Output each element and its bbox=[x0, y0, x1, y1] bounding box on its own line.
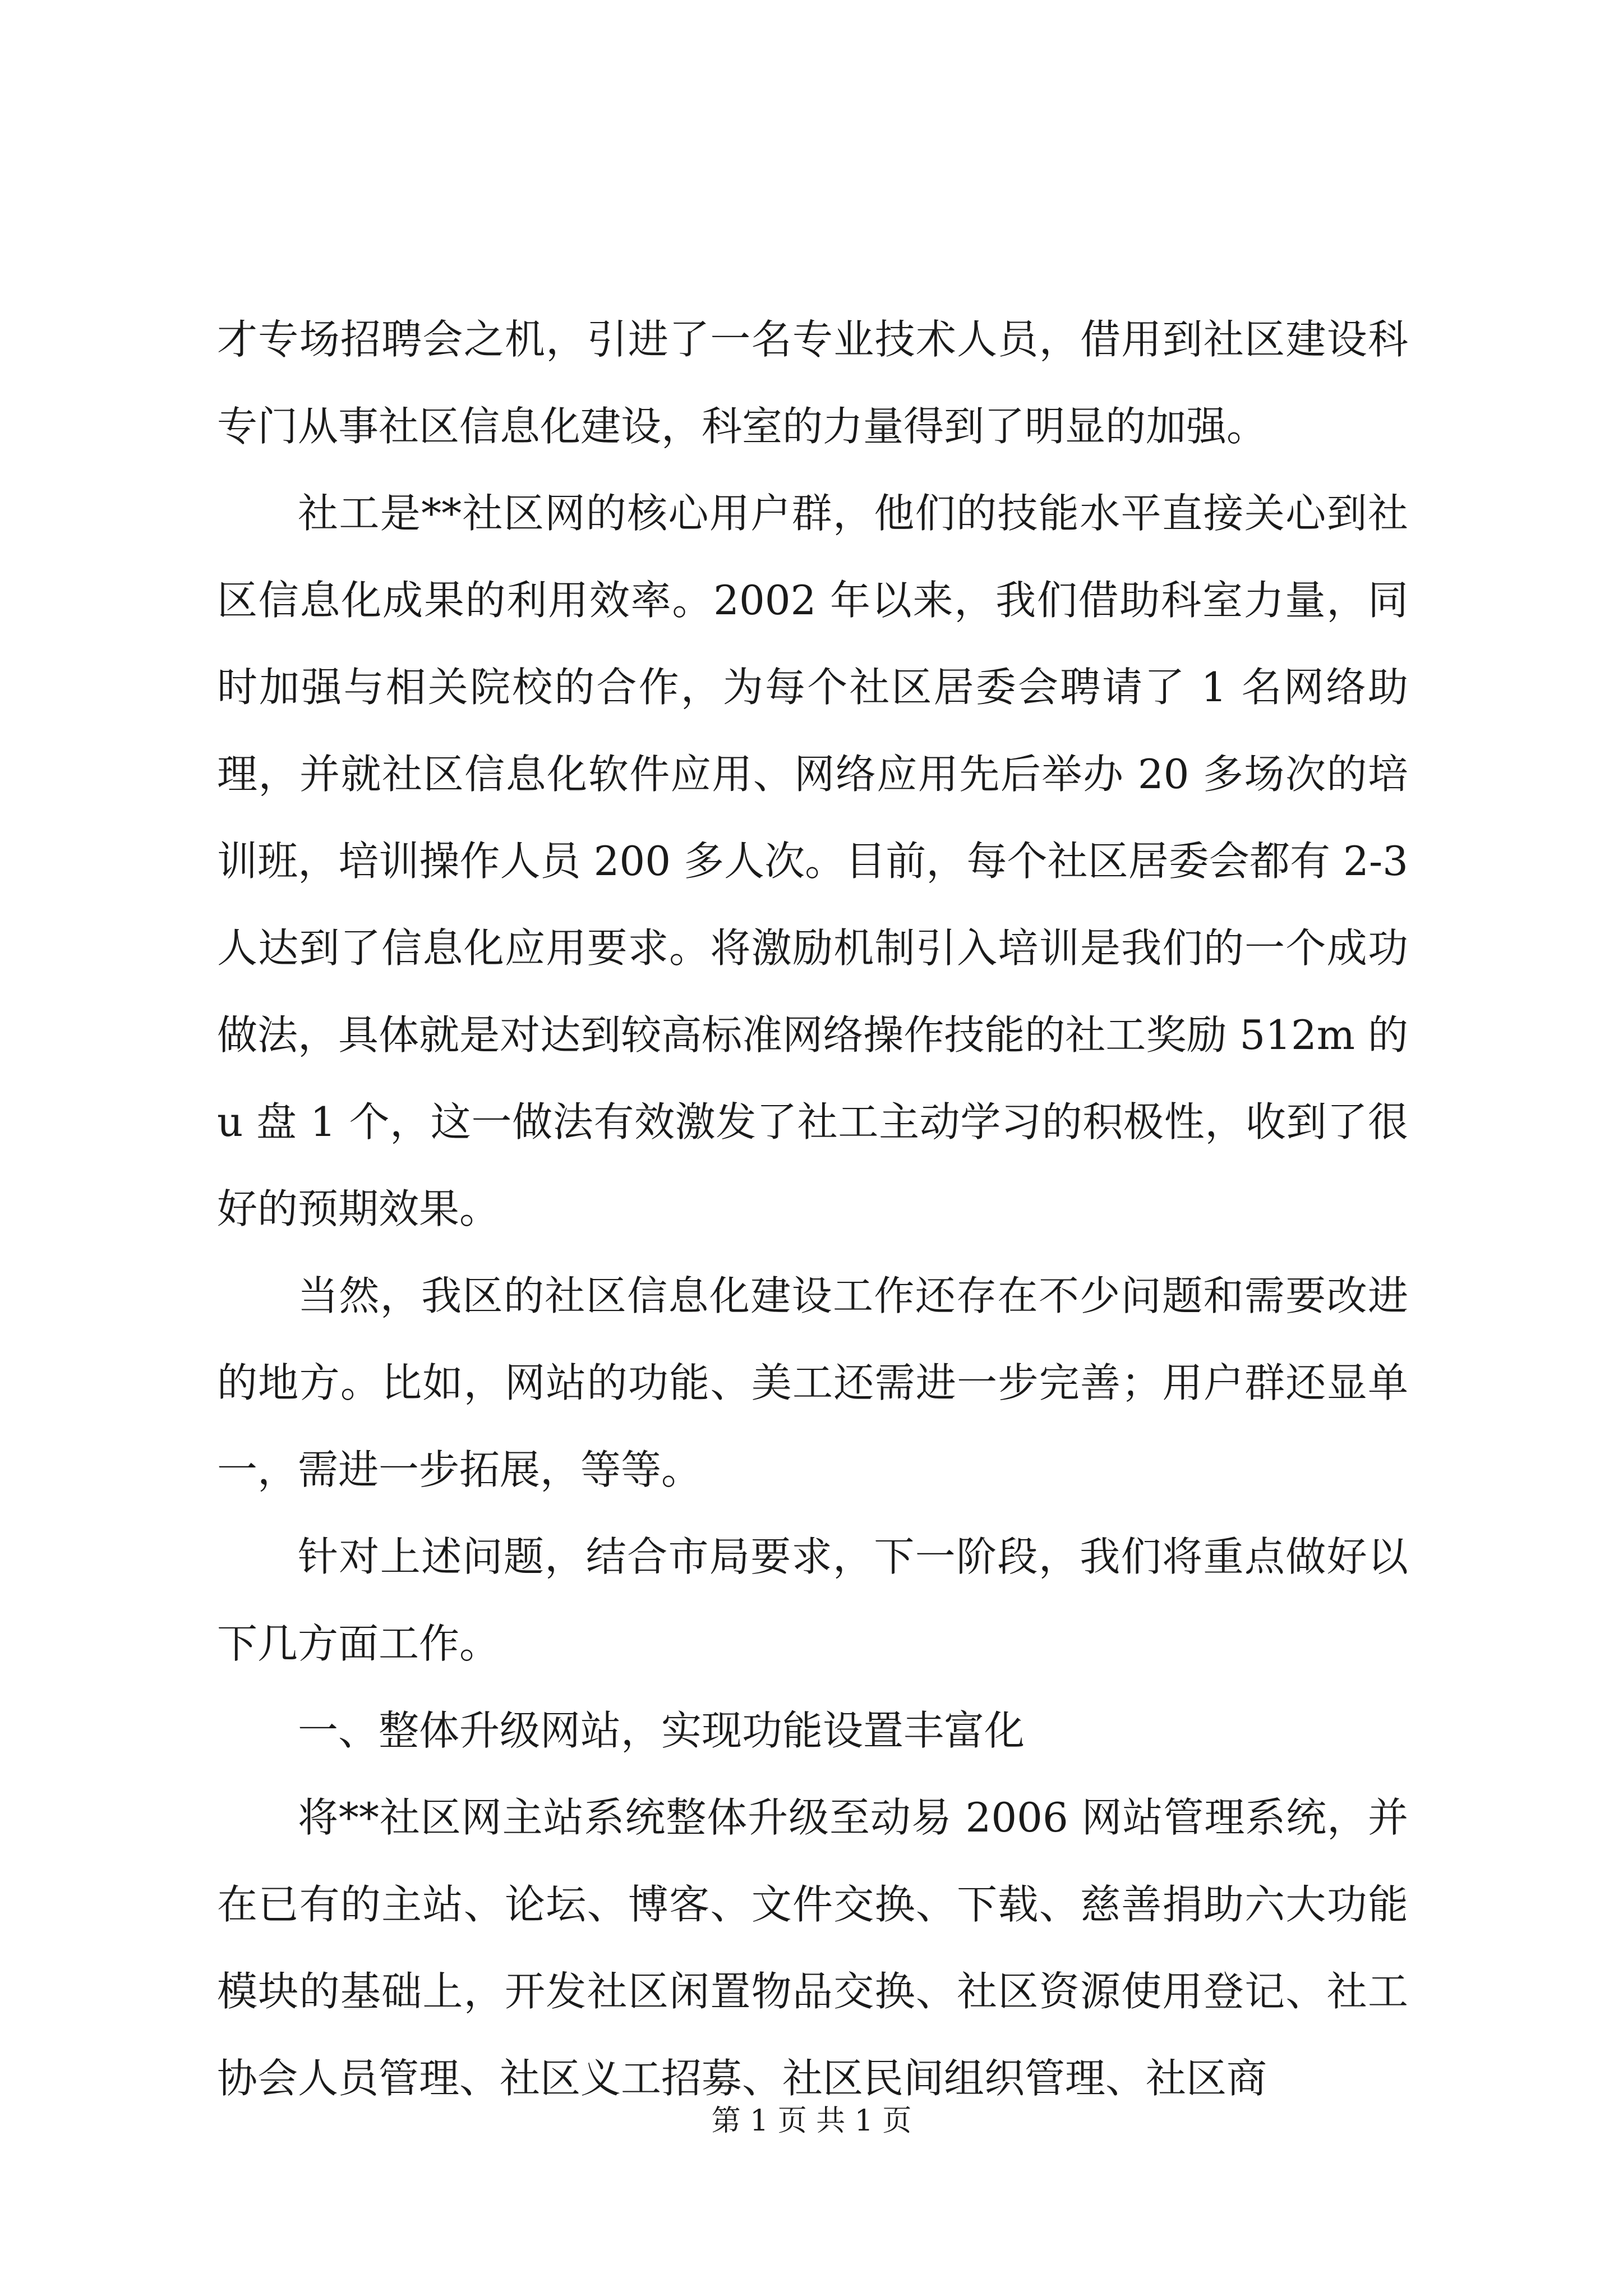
section-heading-upgrade-website: 一、整体升级网站，实现功能设置丰富化 bbox=[298, 1707, 1025, 1754]
paragraph-social-workers-training: 社工是**社区网的核心用户群，他们的技能水平直接关心到社区信息化成果的利用效率。2002 年以来，我们借助科室力量，同时加强与相关院校的合作，为每个社区居委会聘请了 1 名网络助理，并就社区信息化软件应用、网络应用先后举办 20 多场次的培训班，培训操作人员 200 多人次。目前，每个社区居委会都有 2-3 人达到了信息化应用要求。将激励机制引入培训是我们的一个成功做法，具体就是对达到较高标准网络操作技能的社工奖励 512m 的 u 盘 1 个，这一做法有效激发了社工主动学习的积极性，收到了很好的预期效果。 bbox=[217, 490, 1408, 1232]
document-body bbox=[217, 296, 1408, 2122]
paragraph-continuation: 才专场招聘会之机，引进了一名专业技术人员，借用到社区建设科专门从事社区信息化建设，科室的力量得到了明显的加强。 bbox=[217, 316, 1408, 450]
paragraph-upgrade-details: 将**社区网主站系统整体升级至动易 2006 网站管理系统，并在已有的主站、论坛、博客、文件交换、下载、慈善捐助六大功能模块的基础上，开发社区闲置物品交换、社区资源使用登记、社工协会人员管理、社区义工招募、社区民间组织管理、社区商 bbox=[217, 1794, 1408, 2102]
paragraph-existing-problems: 当然，我区的社区信息化建设工作还存在不少问题和需要改进的地方。比如，网站的功能、美工还需进一步完善；用户群还显单一，需进一步拓展，等等。 bbox=[217, 1272, 1408, 1493]
page-footer bbox=[0, 2101, 1623, 2141]
page-number-label: 第 1 页 共 1 页 bbox=[711, 2104, 912, 2138]
paragraph-next-stage-intro: 针对上述问题，结合市局要求，下一阶段，我们将重点做好以下几方面工作。 bbox=[217, 1533, 1408, 1667]
